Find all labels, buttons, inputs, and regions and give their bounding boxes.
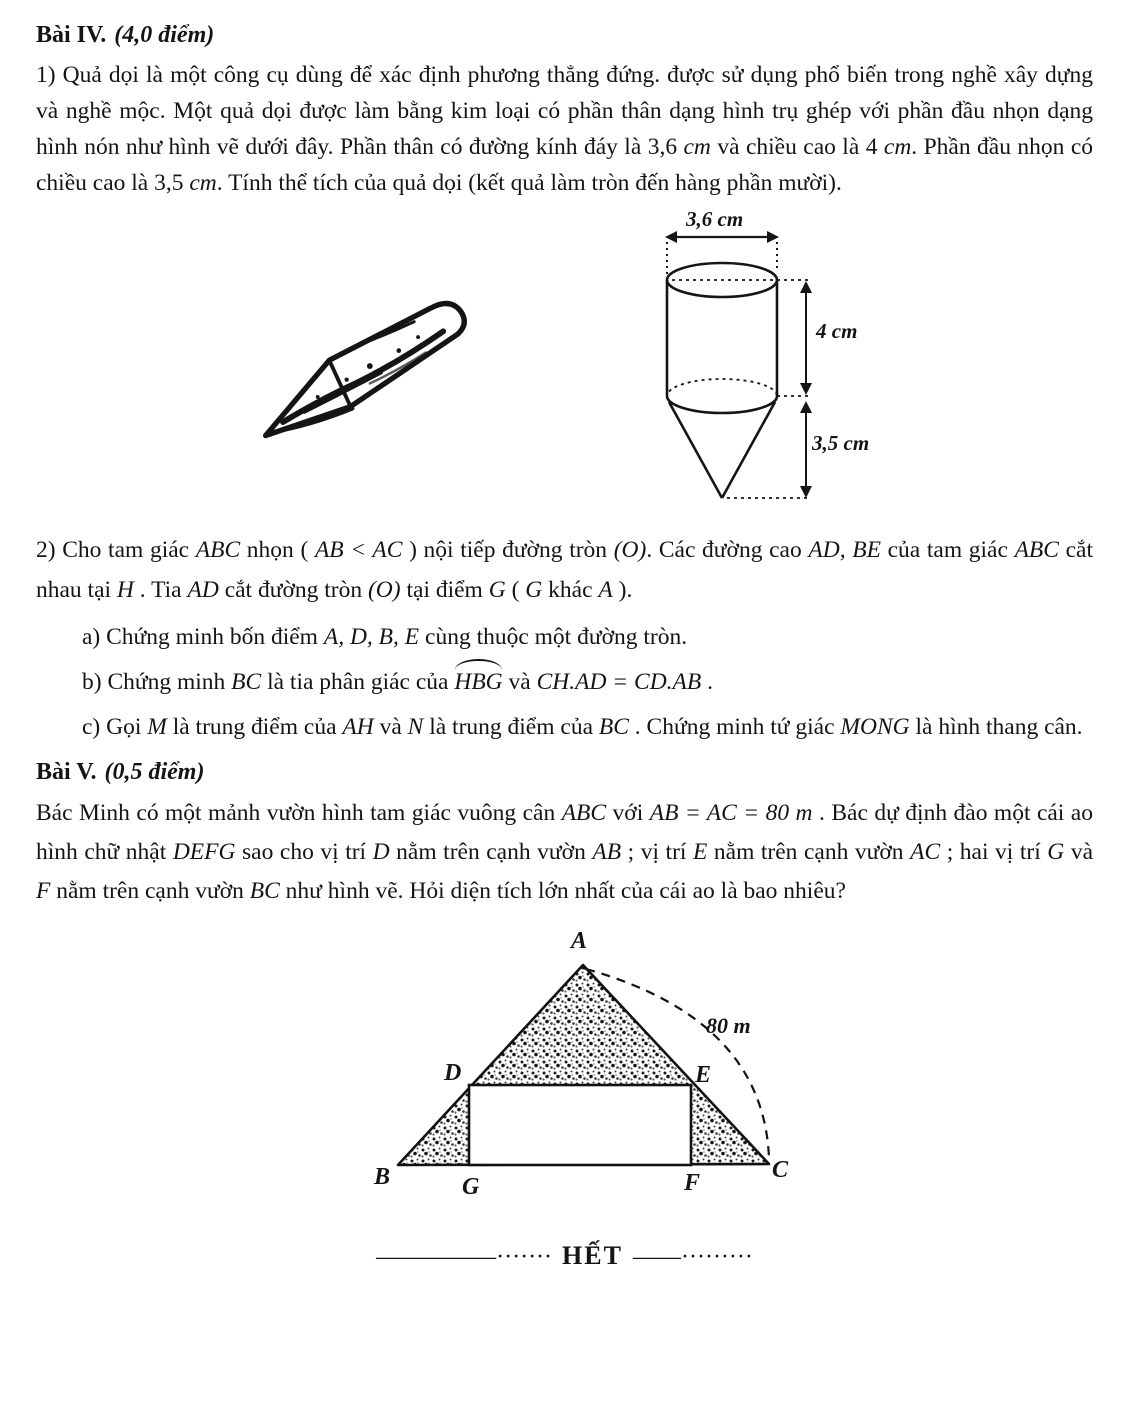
vertex-label-d: D (444, 1060, 462, 1086)
section5-heading (36, 759, 1093, 786)
vertex-label-g: G (462, 1174, 480, 1200)
vertex-label-c: C (772, 1157, 789, 1183)
section5-heading-points: (0,5 điểm) (104, 759, 205, 785)
vertex-label-e: E (695, 1062, 712, 1088)
section5-problem-text: Bác Minh có một mảnh vườn hình tam giác vuông cân ABC với AB = AC = 80 m . Bác dự định đào một cái ao hình chữ nhật DEFG sao cho vị trí D nằm trên cạnh vườn AB ; vị trí E nằm trên cạnh vườn AC ; hai vị trí G và F nằm trên cạnh vườn BC như hình vẽ. Hỏi diện tích lớn nhất của cái ao là bao nhiêu? (36, 800, 1093, 904)
cylinder-height-label: 4 cm (816, 319, 858, 343)
vertex-label-f: F (684, 1170, 701, 1196)
figure-plumb-bob (36, 207, 1093, 516)
section4-heading (36, 22, 1093, 49)
section4-problem1-text: 1) Quả dọi là một công cụ dùng để xác định phương thẳng đứng. được sử dụng phổ biến trong nghề xây dựng và nghề mộc. Một quả dọi được làm bằng kim loại có phần thân dạng hình trụ ghép với phần đầu nhọn dạng hình nón như hình vẽ dưới đây. Phần thân có đường kính đáy là 3,6 cm và chiều cao là 4 cm. Phần đầu nhọn có chiều cao là 3,5 cm. Tính thể tích của quả dọi (kết quả làm tròn đến hàng phần mười). (36, 62, 1094, 196)
section4-problem2-item-b: b) Chứng minh BC là tia phân giác của HBG và CH.AD = CD.AB . (36, 664, 1093, 700)
section4-problem2-item-c: c) Gọi M là trung điểm của AH và N là trung điểm của BC . Chứng minh tứ giác MONG là hình thang cân. (82, 714, 1083, 740)
figure-garden-triangle (36, 927, 1093, 1219)
end-dash-left: —————······· (376, 1244, 553, 1270)
garden-triangle-drawing (366, 927, 806, 1217)
section4-heading-points: (4,0 điểm) (114, 22, 215, 48)
vertex-label-a: A (571, 928, 588, 954)
side-length-label: 80 m (706, 1013, 751, 1038)
cylinder-cone-diagram (634, 207, 894, 516)
section4-problem2-item-a: a) Chứng minh bốn điểm A, D, B, E cùng thuộc một đường tròn. (82, 624, 688, 650)
het-label: HẾT (562, 1241, 623, 1270)
vertex-label-b: B (374, 1164, 391, 1190)
section4-heading-label: Bài IV. (36, 22, 107, 48)
cylinder-cone-drawing (634, 211, 894, 516)
diameter-label: 3,6 cm (686, 207, 744, 231)
section4-problem2-text: 2) Cho tam giác ABC nhọn ( AB < AC ) nội tiếp đường tròn (O). Các đường cao AD, BE của tam giác ABC cắt nhau tại H . Tia AD cắt đường tròn (O) tại điểm G ( G khác A ). (36, 537, 1094, 603)
cone-height-label: 3,5 cm (812, 431, 870, 455)
garden-diagram (366, 927, 806, 1217)
section5-heading-label: Bài V. (36, 759, 97, 785)
plumb-bob-sketch (254, 289, 476, 447)
end-marker (36, 1241, 1093, 1271)
end-dash-right: ——········· (632, 1244, 753, 1270)
